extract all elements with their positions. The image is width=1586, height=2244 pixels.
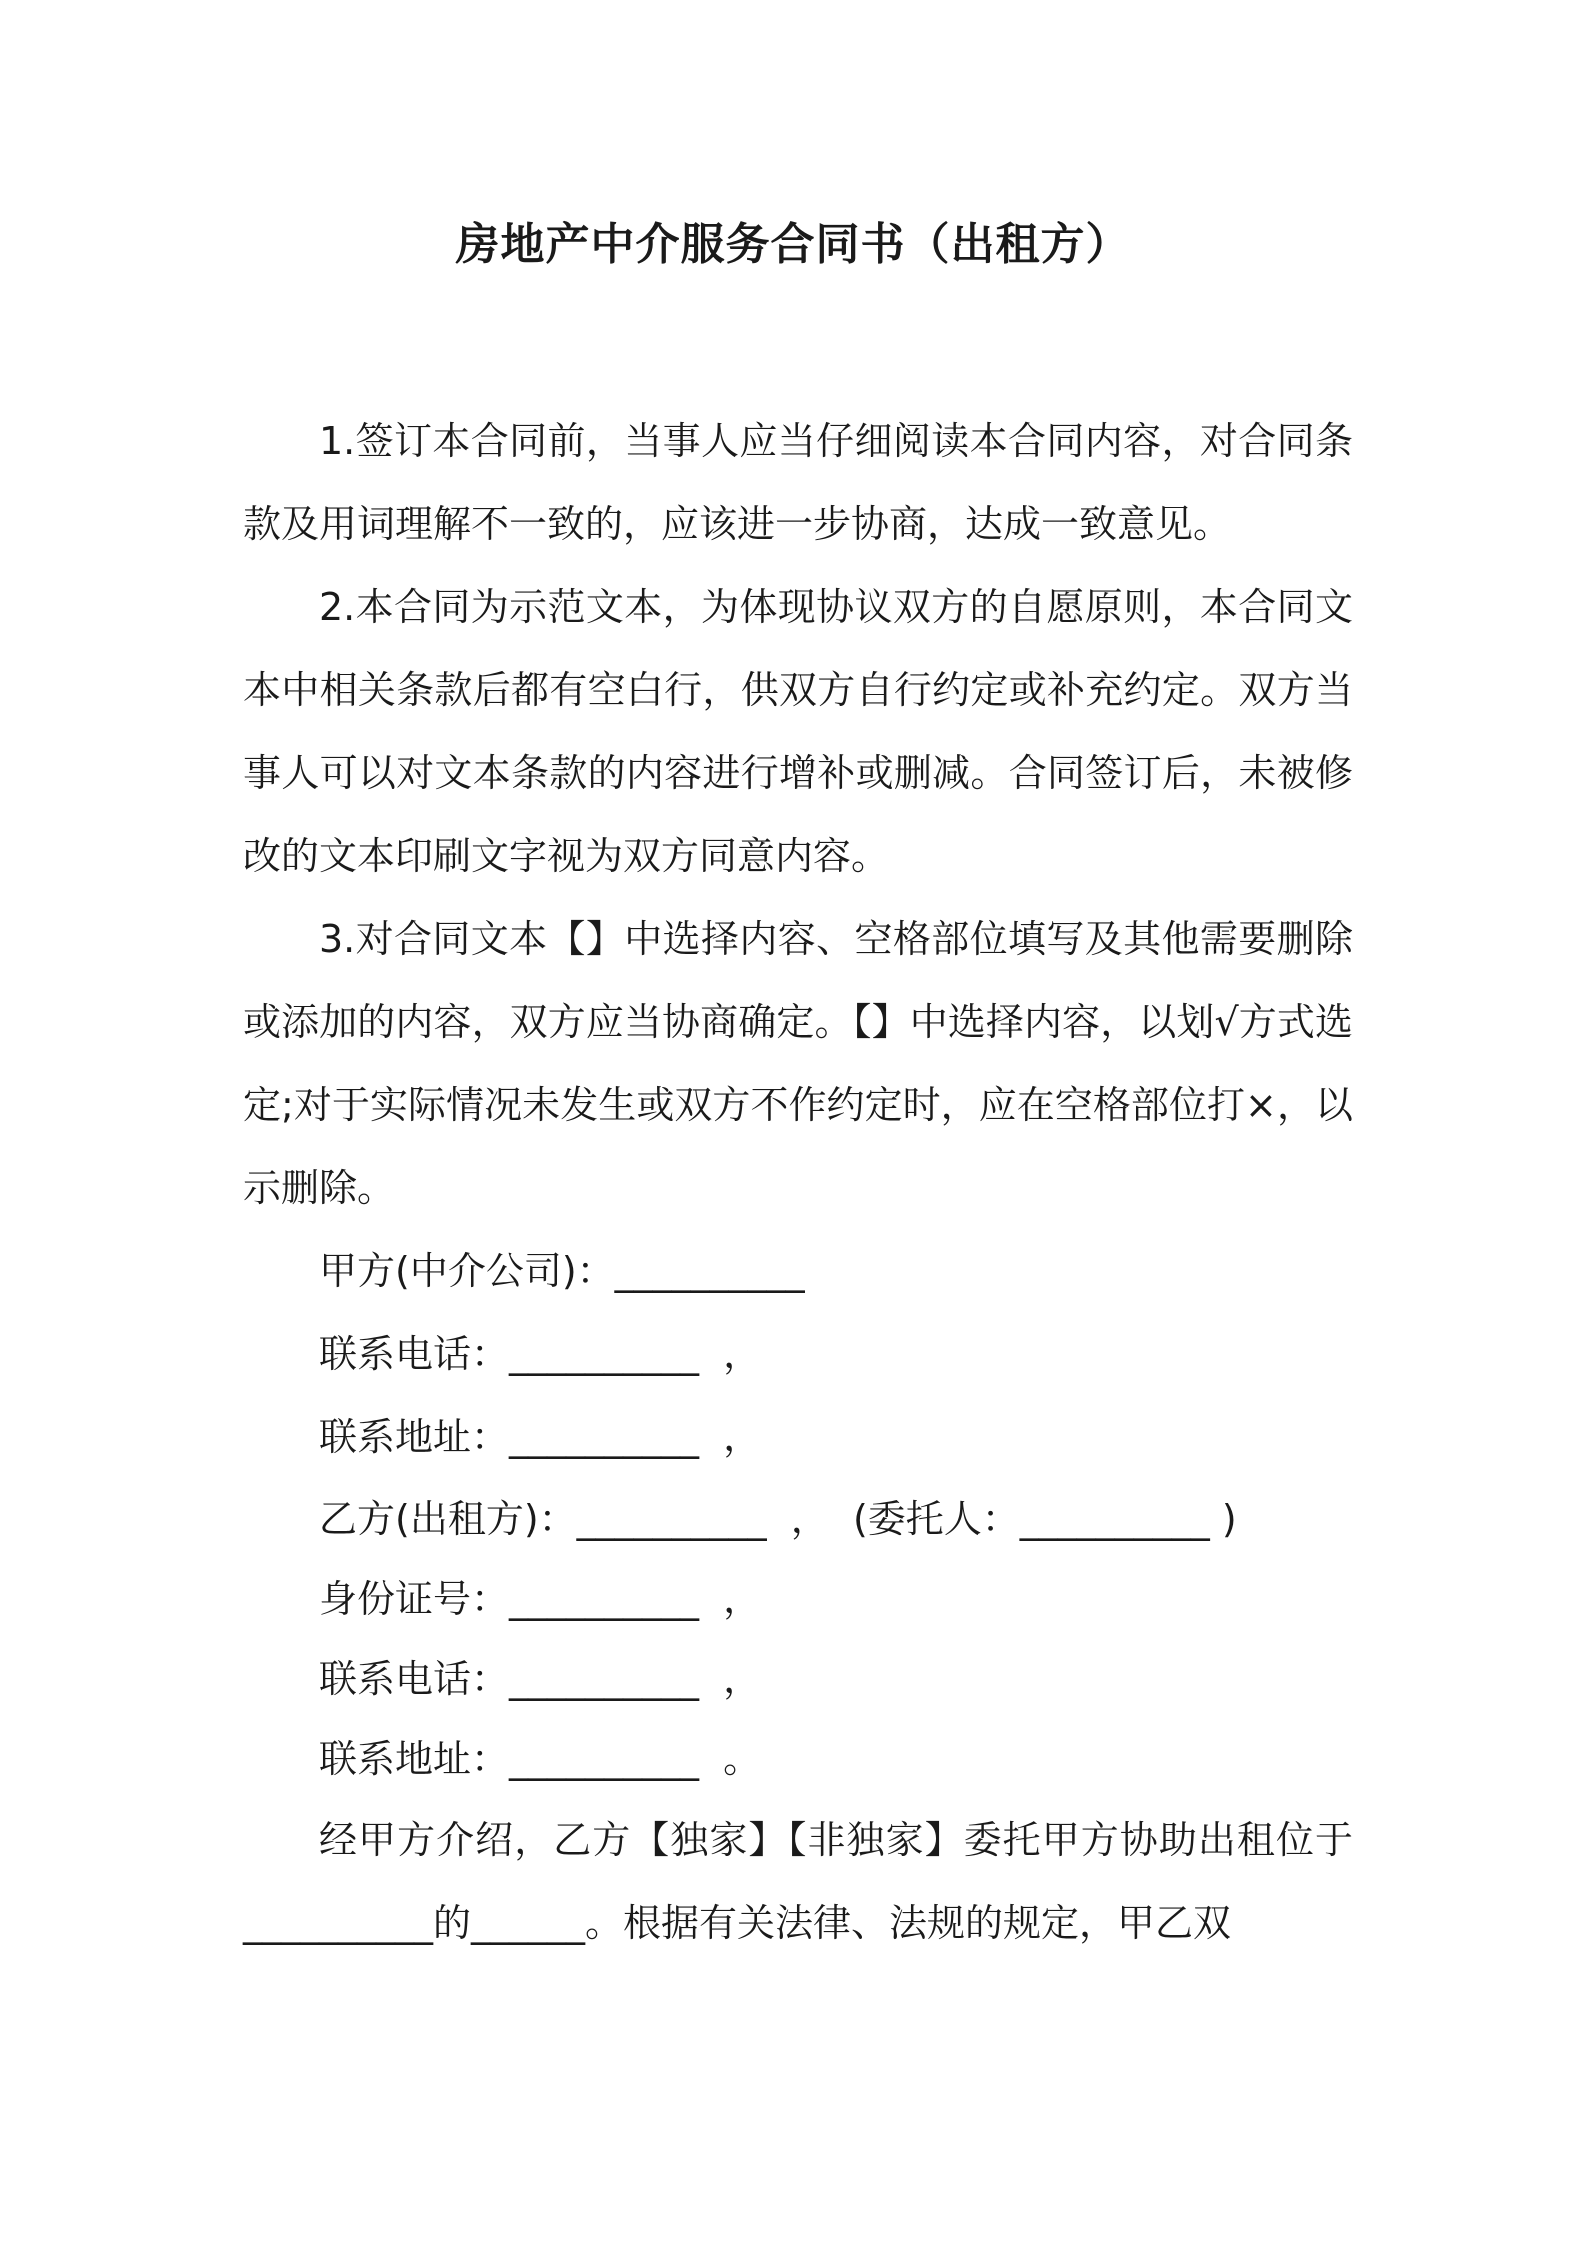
party-a-name-field: 甲方(中介公司)：__________: [319, 1249, 805, 1293]
party-b-id-field: 身份证号：__________ ，: [319, 1577, 762, 1621]
party-b-address-field: 联系地址：__________ 。: [319, 1737, 762, 1781]
note-2: 2.本合同为示范文本，为体现协议双方的自愿原则，本合同文本中相关条款后都有空白行，供双方自行约定或补充约定。双方当事人可以对文本条款的内容进行增补或删减。合同签订后，未被修改的文本印刷文字视为双方同意内容。: [243, 585, 1353, 878]
note-1: 1.签订本合同前，当事人应当仔细阅读本合同内容，对合同条款及用词理解不一致的，应该进一步协商，达成一致意见。: [243, 419, 1353, 546]
party-b-phone-field: 联系电话：__________ ，: [319, 1657, 762, 1701]
document-body: [243, 400, 1353, 1965]
party-a-address-field: 联系地址：__________ ，: [319, 1415, 762, 1459]
document-title: 房地产中介服务合同书（出租方）: [455, 219, 1131, 270]
party-b-name-field: 乙方(出租方)：__________ ， (委托人：__________ ): [319, 1497, 1237, 1541]
closing-paragraph: 经甲方介绍，乙方【独家】【非独家】委托甲方协助出租位于__________的______。根据有关法律、法规的规定，甲乙双: [243, 1818, 1353, 1945]
note-3: 3.对合同文本【】中选择内容、空格部位填写及其他需要删除或添加的内容，双方应当协商确定。【】中选择内容，以划√方式选定;对于实际情况未发生或双方不作约定时，应在空格部位打×，以示删除。: [243, 917, 1353, 1210]
party-a-phone-field: 联系电话：__________ ，: [319, 1332, 762, 1376]
